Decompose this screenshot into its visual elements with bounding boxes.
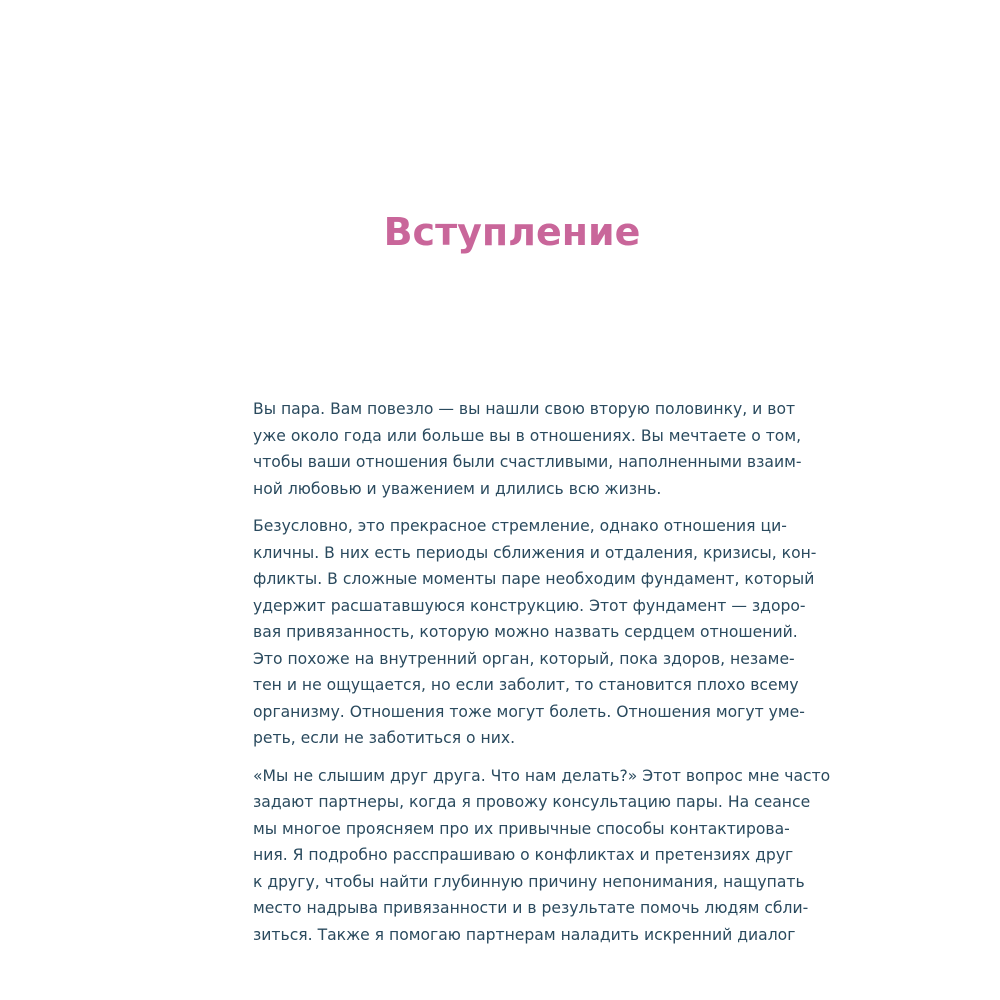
chapter-body — [253, 396, 831, 959]
text-line: задают партнеры, когда я провожу консультацию пары. На сеансе — [253, 793, 811, 811]
text-line: к другу, чтобы найти глубинную причину непонимания, нащупать — [253, 872, 805, 891]
text-line: уже около года или больше вы в отношениях. Вы мечтаете о том, — [253, 426, 802, 445]
text-line: реть, если не заботиться о них. — [253, 729, 516, 747]
text-line: кличны. В них есть периоды сближения и отдаления, кризисы, кон- — [253, 543, 817, 562]
text-line: ния. Я подробно расспрашиваю о конфликтах и претензиях друг — [253, 846, 794, 864]
text-line: место надрыва привязанности и в результате помочь людям сбли- — [253, 899, 809, 917]
text-line: зиться. Также я помогаю партнерам наладить искренний диалог — [253, 925, 796, 944]
text-line: Это похоже на внутренний орган, который, пока здоров, незаме- — [253, 649, 795, 668]
text-line: фликты. В сложные моменты паре необходим фундамент, который — [253, 570, 815, 588]
paragraph-1 — [253, 396, 802, 502]
text-line: Безусловно, это прекрасное стремление, однако отношения ци- — [253, 517, 787, 535]
text-line: ной любовью и уважением и длились всю жизнь. — [253, 479, 662, 498]
text-line: «Мы не слышим друг друга. Что нам делать?» Этот вопрос мне часто — [253, 766, 831, 785]
text-line: мы многое проясняем про их привычные способы контактирова- — [253, 819, 790, 838]
text-line: чтобы ваши отношения были счастливыми, наполненными взаим- — [253, 453, 802, 471]
text-line: организму. Отношения тоже могут болеть. Отношения могут уме- — [253, 702, 805, 721]
text-line: вая привязанность, которую можно назвать сердцем отношений. — [253, 623, 798, 641]
paragraph-2 — [253, 513, 817, 752]
paragraph-3 — [253, 763, 831, 949]
text-line: тен и не ощущается, но если заболит, то становится плохо всему — [253, 676, 799, 694]
text-line: удержит расшатавшуюся конструкцию. Этот фундамент — здоро- — [253, 596, 806, 615]
chapter-title: Вступление — [383, 210, 641, 254]
text-line: Вы пара. Вам повезло — вы нашли свою вторую половинку, и вот — [253, 400, 796, 418]
